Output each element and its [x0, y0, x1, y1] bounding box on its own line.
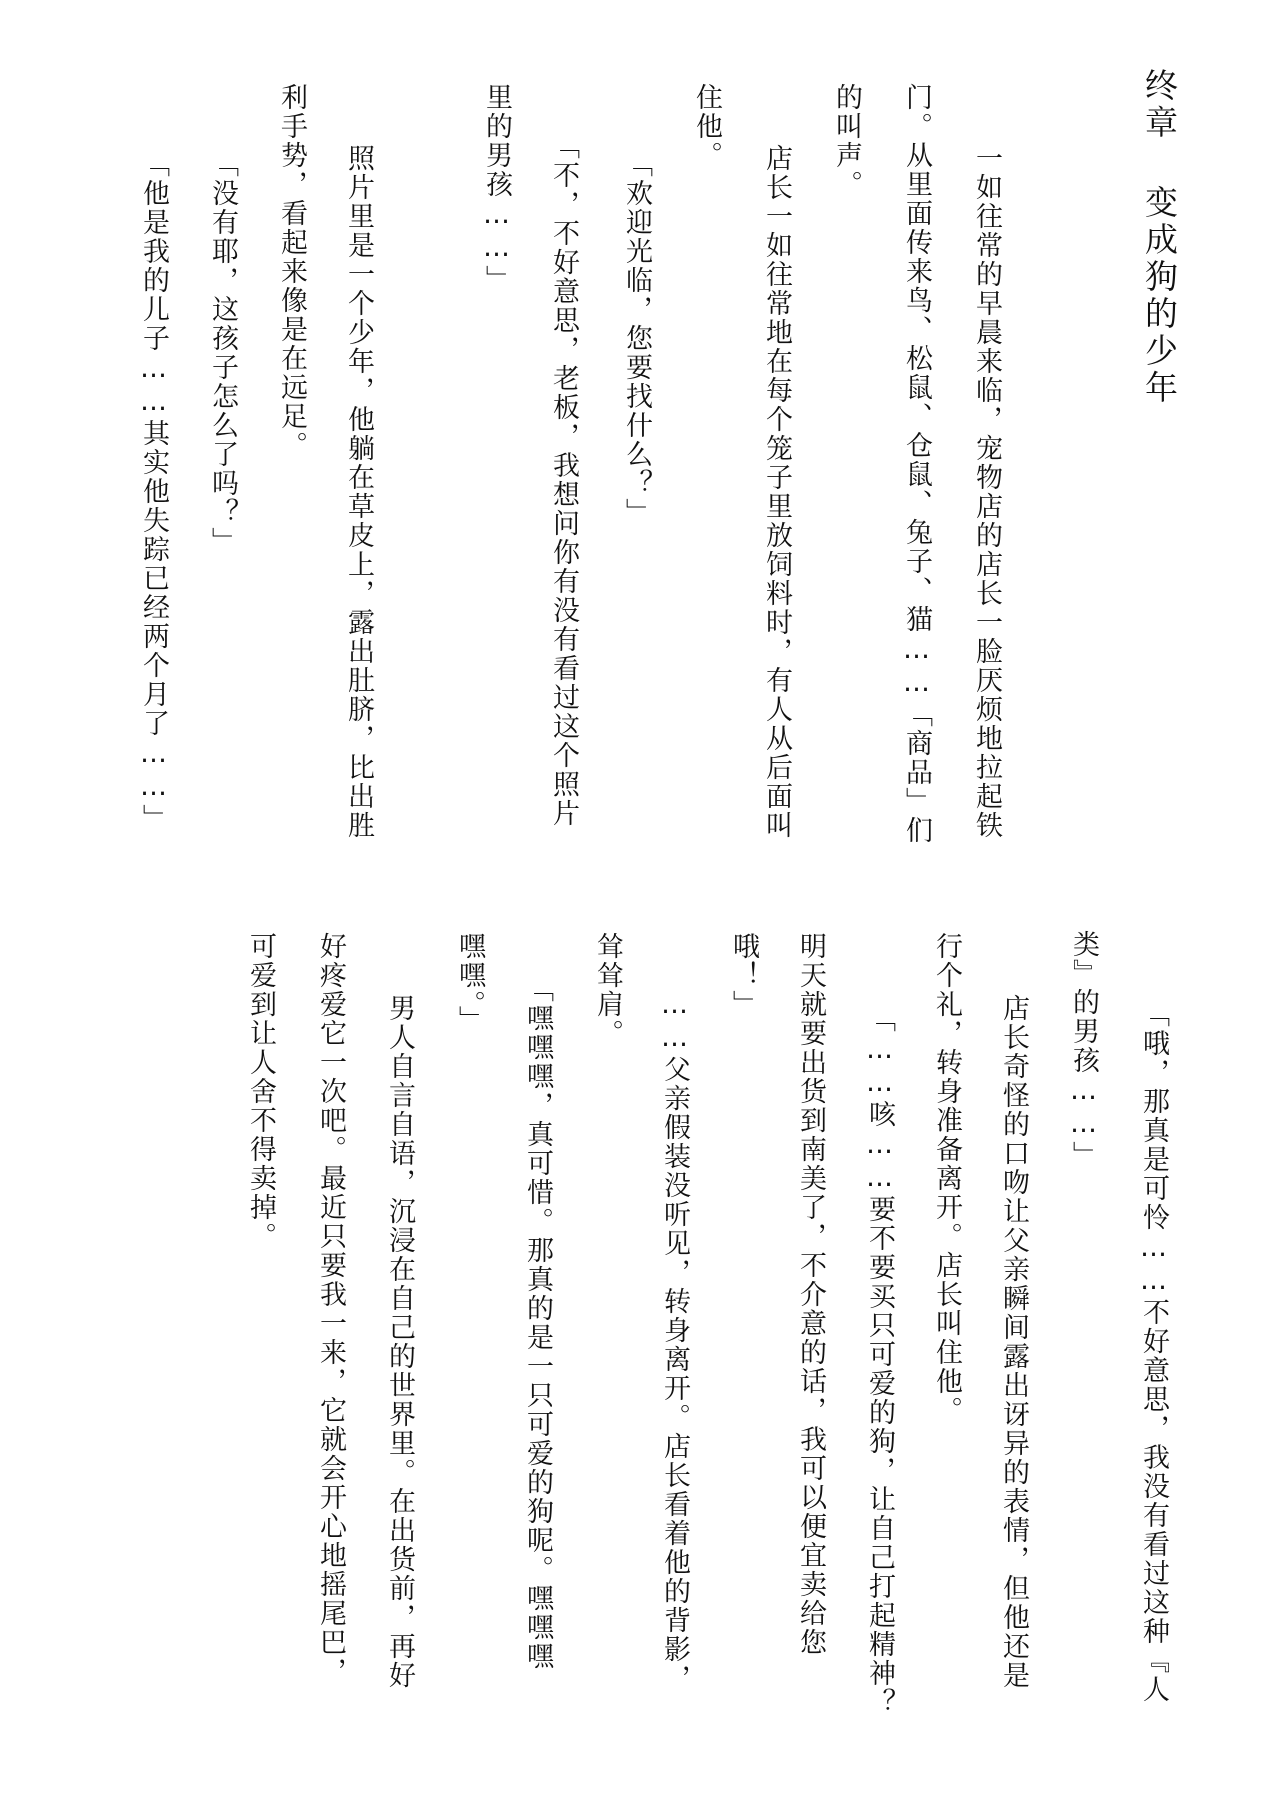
text-column: 类』的男孩……」	[1068, 930, 1099, 1170]
text-column: 利手势，看起来像是在远足。	[276, 83, 307, 460]
text-column: 行个礼，转身准备离开。店长叫住他。	[931, 932, 962, 1425]
text-column: 的叫声。	[831, 83, 862, 199]
text-column: 「嘿嘿嘿，真可惜。那真的是一只可爱的狗呢。嘿嘿嘿	[522, 975, 553, 1671]
text-column: 好疼爱它一次吧。最近只要我一来，它就会开心地摇尾巴，	[315, 932, 346, 1686]
text-column: 里的男孩……」	[481, 83, 512, 294]
text-column: 「哦，那真是可怜……不好意思，我没有看过这种『人	[1138, 1000, 1169, 1704]
chapter-title: 终章 变成狗的少年	[1140, 68, 1179, 407]
text-column: 店长一如往常地在每个笼子里放饲料时，有人从后面叫	[761, 115, 792, 840]
text-column: 「……咳……要不要买只可爱的狗，让自己打起精神？	[864, 1005, 895, 1717]
text-column: 门。从里面传来鸟、松鼠、仓鼠、兔子、猫……「商品」们	[901, 83, 932, 845]
text-column: 「不，不好意思，老板，我想问你有没有看过这个照片	[548, 132, 579, 828]
text-column: 「他是我的儿子……其实他失踪已经两个月了……」	[138, 150, 169, 833]
text-column: 哦！」	[728, 932, 759, 1019]
text-column: 照片里是一个少年，他躺在草皮上，露出肚脐，比出胜	[343, 115, 374, 840]
text-column: ……父亲假装没听见，转身离开。店长看着他的背影，	[659, 960, 690, 1693]
text-column: 可爱到让人舍不得卖掉。	[245, 932, 276, 1251]
text-column: 明天就要出货到南美了，不介意的话，我可以便宜卖给您	[795, 932, 826, 1657]
text-column: 一如往常的早晨来临，宠物店的店长一脸厌烦地拉起铁	[971, 115, 1002, 840]
text-column: 男人自言自语，沉浸在自己的世界里。在出货前，再好	[384, 965, 415, 1690]
text-column: 耸耸肩。	[592, 932, 623, 1048]
text-column: 嘿嘿。」	[454, 932, 485, 1035]
text-column: 「没有耶，这孩子怎么了吗？」	[207, 150, 238, 556]
text-column: 「欢迎光临，您要找什么？」	[621, 150, 652, 527]
text-column: 住他。	[691, 83, 722, 170]
text-column: 店长奇怪的口吻让父亲瞬间露出讶异的表情，但他还是	[998, 965, 1029, 1690]
